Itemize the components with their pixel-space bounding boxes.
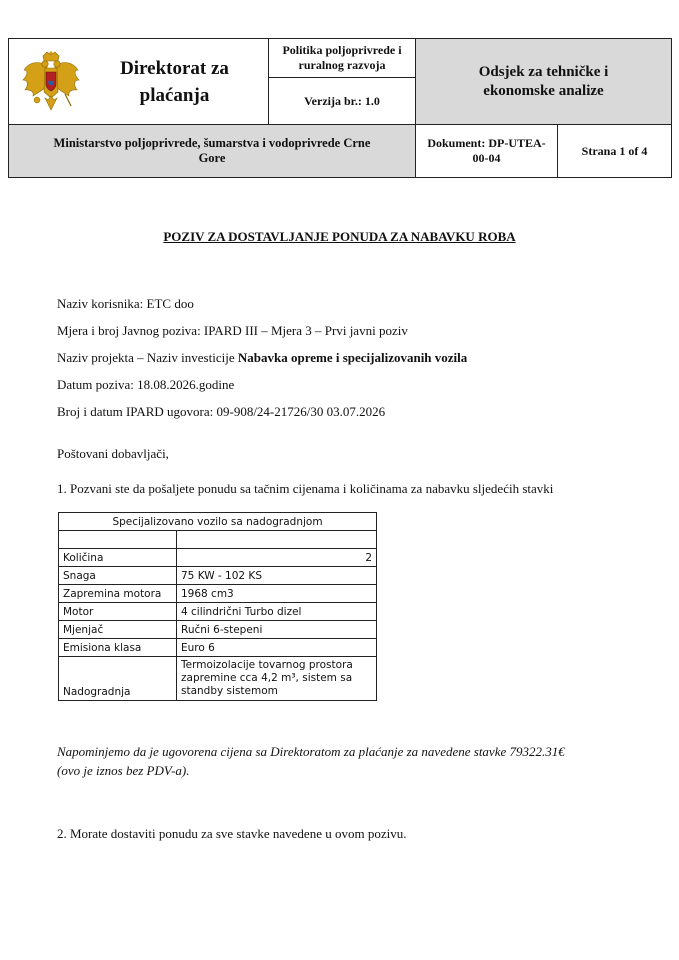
- directorate-title: Direktorat za plaćanja: [120, 57, 229, 106]
- document-code-cell: Dokument: DP-UTEA- 00-04: [416, 125, 558, 178]
- spec-table: [58, 512, 376, 701]
- table-row: Emisiona klasa Euro 6: [59, 639, 377, 657]
- directorate-cell: [9, 39, 269, 125]
- page-number-cell: Strana 1 of 4: [558, 125, 672, 178]
- contract-line: Broj i datum IPARD ugovora: 09-908/24-21726/30 03.07.2026: [57, 404, 386, 419]
- table-row: Zapremina motora 1968 cm3: [59, 585, 377, 603]
- policy-cell: Politika poljoprivrede i ruralnog razvoja: [269, 39, 416, 78]
- table-row: Mjenjač Ručni 6-stepeni: [59, 621, 377, 639]
- ministry-cell: Ministarstvo poljoprivrede, šumarstva i vodoprivrede Crne Gore: [9, 125, 416, 178]
- table-row: Snaga 75 KW - 102 KS: [59, 567, 377, 585]
- table-row: Motor 4 cilindrični Turbo dizel: [59, 603, 377, 621]
- project-name: Nabavka opreme i specijalizovanih vozila: [237, 350, 468, 365]
- spec-empty-cell: [59, 531, 177, 549]
- montenegro-crest-icon: [21, 50, 81, 114]
- section-cell: Odsjek za tehničke i ekonomske analize: [416, 39, 672, 125]
- table-row: Količina 2: [59, 549, 377, 567]
- document-header: [8, 38, 671, 177]
- table-row: Nadogradnja Termoizolacije tovarnog prostora zapremine cca 4,2 m³, sistem sa standby sistemom: [59, 657, 377, 701]
- version-cell: Verzija br.: 1.0: [269, 78, 416, 125]
- document-title: POZIV ZA DOSTAVLJANJE PONUDA ZA NABAVKU ROBA: [163, 229, 516, 244]
- greeting: Poštovani dobavljači,: [57, 446, 169, 461]
- date-line: Datum poziva: 18.08.2026.godine: [57, 377, 235, 392]
- project-line: [57, 350, 467, 366]
- price-note: Napominjemo da je ugovorena cijena sa Direktoratom za plaćanje za navedene stavke 79322.31€ (ovo je iznos bez PDV-a).: [57, 744, 565, 778]
- list-item-2: 2. Morate dostaviti ponudu za sve stavke navedene u ovom pozivu.: [57, 826, 407, 841]
- user-name-line: Naziv korisnika: ETC doo: [57, 296, 194, 311]
- measure-line: Mjera i broj Javnog poziva: IPARD III – Mjera 3 – Prvi javni poziv: [57, 323, 408, 338]
- spec-table-title: Specijalizovano vozilo sa nadogradnjom: [59, 513, 377, 531]
- project-label: Naziv projekta – Naziv investicije: [57, 350, 238, 365]
- list-item-1: 1. Pozvani ste da pošaljete ponudu sa tačnim cijenama i količinama za nabavku sljedećih stavki: [57, 481, 554, 496]
- spec-empty-cell: [177, 531, 377, 549]
